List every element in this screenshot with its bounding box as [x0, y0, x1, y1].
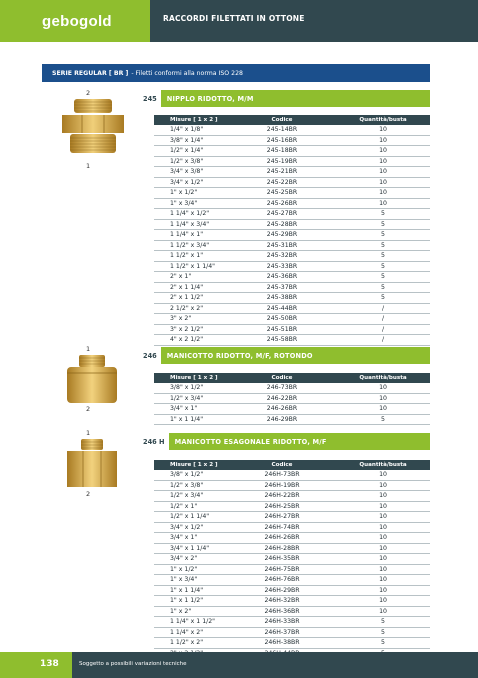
section-name: MANICOTTO RIDOTTO, M/F, ROTONDO: [166, 351, 313, 360]
code-cell: 246H-19BR: [228, 480, 336, 491]
qty-cell: 5: [336, 251, 430, 262]
footer-note: Soggetto a possibili variazioni tecniche: [79, 661, 187, 667]
code-cell: 246H-74BR: [228, 522, 336, 533]
code-cell: 245-16BR: [228, 135, 336, 146]
qty-cell: 10: [336, 383, 430, 393]
qty-cell: /: [336, 303, 430, 314]
measure-cell: 1" x 1 1/4": [154, 585, 228, 596]
table-row: [154, 282, 430, 293]
qty-cell: 10: [336, 167, 430, 178]
qty-cell: 5: [336, 282, 430, 293]
code-cell: 246H-32BR: [228, 596, 336, 607]
code-cell: 245-14BR: [228, 125, 336, 135]
table-row: [154, 230, 430, 241]
code-cell: 245-21BR: [228, 167, 336, 178]
section-code: 246 H: [140, 433, 169, 450]
code-cell: 245-25BR: [228, 188, 336, 199]
table-row: [154, 135, 430, 146]
measure-cell: 3/4" x 2": [154, 554, 228, 565]
measure-cell: 1" x 1 1/2": [154, 596, 228, 607]
measure-cell: 4" x 2 1/2": [154, 335, 228, 346]
brand-name: gebogold: [42, 12, 112, 30]
measure-cell: 3/4" x 1/2": [154, 177, 228, 188]
code-cell: 246H-73BR: [228, 470, 336, 480]
col-code: Codice: [228, 373, 336, 383]
measure-cell: 3/4" x 1/2": [154, 522, 228, 533]
code-cell: 246H-26BR: [228, 533, 336, 544]
code-cell: 245-50BR: [228, 314, 336, 325]
qty-cell: 10: [336, 470, 430, 480]
table-row: [154, 293, 430, 304]
page-number: 138: [40, 659, 59, 669]
section-header-246: [140, 347, 430, 364]
code-cell: 245-18BR: [228, 146, 336, 157]
measure-cell: 3/4" x 1": [154, 404, 228, 415]
table-row: [154, 261, 430, 272]
callout-bottom: 1: [86, 162, 91, 170]
series-bar: [42, 64, 430, 82]
col-qty: Quantità/busta: [336, 115, 430, 125]
code-cell: 245-22BR: [228, 177, 336, 188]
code-cell: 246H-35BR: [228, 554, 336, 565]
col-qty: Quantità/busta: [336, 460, 430, 470]
code-cell: 245-38BR: [228, 293, 336, 304]
measure-cell: 1 1/4" x 1 1/2": [154, 617, 228, 628]
col-measure: Misure [ 1 x 2 ]: [154, 460, 228, 470]
table-row: [154, 627, 430, 638]
qty-cell: 10: [336, 596, 430, 607]
table-row: [154, 554, 430, 565]
measure-cell: 1" x 2": [154, 606, 228, 617]
table-row: [154, 335, 430, 346]
measure-cell: 1 1/4" x 2": [154, 627, 228, 638]
section-code: 245: [140, 90, 161, 107]
table-row: [154, 617, 430, 628]
qty-cell: /: [336, 335, 430, 346]
code-cell: 246H-76BR: [228, 575, 336, 586]
table-row: [154, 125, 430, 135]
table-row: [154, 156, 430, 167]
measure-cell: 1" x 1/2": [154, 188, 228, 199]
round-socket-image: [63, 353, 121, 405]
code-cell: 246H-22BR: [228, 491, 336, 502]
table-row: [154, 404, 430, 415]
measure-cell: 1" x 3/4": [154, 575, 228, 586]
col-measure: Misure [ 1 x 2 ]: [154, 373, 228, 383]
code-cell: 246-73BR: [228, 383, 336, 393]
section-header-246h: [140, 433, 430, 450]
measure-cell: 1/2" x 1/4": [154, 146, 228, 157]
qty-cell: 10: [336, 575, 430, 586]
code-cell: 245-29BR: [228, 230, 336, 241]
col-code: Codice: [228, 460, 336, 470]
measure-cell: 2" x 1": [154, 272, 228, 283]
code-cell: 245-31BR: [228, 240, 336, 251]
measure-cell: 1 1/2" x 1": [154, 251, 228, 262]
qty-cell: 10: [336, 606, 430, 617]
measure-cell: 3/8" x 1/2": [154, 383, 228, 393]
measure-cell: 1 1/4" x 1/2": [154, 209, 228, 220]
qty-cell: 5: [336, 261, 430, 272]
nipple-fitting-image: [58, 97, 128, 155]
table-245: [154, 115, 430, 356]
qty-cell: 10: [336, 135, 430, 146]
qty-cell: 10: [336, 564, 430, 575]
qty-cell: 5: [336, 638, 430, 649]
qty-cell: 10: [336, 177, 430, 188]
measure-cell: 1/2" x 1": [154, 501, 228, 512]
code-cell: 245-51BR: [228, 324, 336, 335]
col-measure: Misure [ 1 x 2 ]: [154, 115, 228, 125]
measure-cell: 1 1/4" x 1": [154, 230, 228, 241]
table-row: [154, 564, 430, 575]
table-row: [154, 491, 430, 502]
table-row: [154, 470, 430, 480]
section-code: 246: [140, 347, 161, 364]
table-row: [154, 251, 430, 262]
table-row: [154, 512, 430, 523]
table-246: [154, 373, 430, 425]
qty-cell: 10: [336, 188, 430, 199]
table-row: [154, 501, 430, 512]
table-row: [154, 146, 430, 157]
measure-cell: 3/4" x 1": [154, 533, 228, 544]
measure-cell: 3" x 2 1/2": [154, 324, 228, 335]
qty-cell: 10: [336, 512, 430, 523]
qty-cell: /: [336, 324, 430, 335]
code-cell: 246H-36BR: [228, 606, 336, 617]
qty-cell: 10: [336, 198, 430, 209]
measure-cell: 1 1/2" x 2": [154, 638, 228, 649]
measure-cell: 2 1/2" x 2": [154, 303, 228, 314]
qty-cell: 10: [336, 501, 430, 512]
qty-cell: 10: [336, 125, 430, 135]
measure-cell: 3/8" x 1/2": [154, 470, 228, 480]
code-cell: 245-36BR: [228, 272, 336, 283]
table-row: [154, 324, 430, 335]
callout-top: 1: [86, 429, 91, 437]
code-cell: 246H-37BR: [228, 627, 336, 638]
measure-cell: 1 1/2" x 1 1/4": [154, 261, 228, 272]
section-name: MANICOTTO ESAGONALE RIDOTTO, M/F: [174, 437, 327, 446]
measure-cell: 3/4" x 3/8": [154, 167, 228, 178]
code-cell: 246H-38BR: [228, 638, 336, 649]
measure-cell: 1/2" x 3/8": [154, 156, 228, 167]
callout-top: 1: [86, 345, 91, 353]
table-row: [154, 188, 430, 199]
qty-cell: 10: [336, 404, 430, 415]
table-row: [154, 522, 430, 533]
table-row: [154, 240, 430, 251]
code-cell: 245-58BR: [228, 335, 336, 346]
qty-cell: 10: [336, 554, 430, 565]
qty-cell: 10: [336, 543, 430, 554]
measure-cell: 3/4" x 1 1/4": [154, 543, 228, 554]
measure-cell: 1 1/2" x 3/4": [154, 240, 228, 251]
brand-logo: [0, 0, 150, 42]
qty-cell: 10: [336, 146, 430, 157]
table-row: [154, 272, 430, 283]
series-label: SERIE REGULAR [ BR ]: [52, 69, 129, 77]
qty-cell: 10: [336, 480, 430, 491]
measure-cell: 1/2" x 1 1/4": [154, 512, 228, 523]
qty-cell: 5: [336, 230, 430, 241]
measure-cell: 2" x 1 1/4": [154, 282, 228, 293]
page-number-box: [0, 652, 72, 678]
qty-cell: /: [336, 314, 430, 325]
measure-cell: 1/2" x 3/4": [154, 491, 228, 502]
table-row: [154, 219, 430, 230]
code-cell: 245-19BR: [228, 156, 336, 167]
measure-cell: 1" x 3/4": [154, 198, 228, 209]
code-cell: 246-29BR: [228, 414, 336, 425]
code-cell: 246-26BR: [228, 404, 336, 415]
qty-cell: 10: [336, 533, 430, 544]
code-cell: 246-22BR: [228, 393, 336, 404]
table-row: [154, 533, 430, 544]
section-header-245: [140, 90, 430, 107]
qty-cell: 10: [336, 491, 430, 502]
code-cell: 246H-33BR: [228, 617, 336, 628]
callout-bottom: 2: [86, 490, 91, 498]
code-cell: 245-44BR: [228, 303, 336, 314]
measure-cell: 1" x 1 1/4": [154, 414, 228, 425]
measure-cell: 1 1/4" x 3/4": [154, 219, 228, 230]
measure-cell: 1/4" x 1/8": [154, 125, 228, 135]
qty-cell: 10: [336, 522, 430, 533]
code-cell: 245-27BR: [228, 209, 336, 220]
table-row: [154, 575, 430, 586]
table-row: [154, 638, 430, 649]
col-qty: Quantità/busta: [336, 373, 430, 383]
table-row: [154, 543, 430, 554]
code-cell: 246H-28BR: [228, 543, 336, 554]
table-row: [154, 177, 430, 188]
qty-cell: 5: [336, 617, 430, 628]
table-row: [154, 314, 430, 325]
code-cell: 246H-29BR: [228, 585, 336, 596]
qty-cell: 5: [336, 209, 430, 220]
table-row: [154, 167, 430, 178]
header-title: RACCORDI FILETTATI IN OTTONE: [163, 14, 305, 23]
qty-cell: 10: [336, 393, 430, 404]
code-cell: 246H-27BR: [228, 512, 336, 523]
table-row: [154, 198, 430, 209]
table-row: [154, 303, 430, 314]
code-cell: 245-28BR: [228, 219, 336, 230]
code-cell: 245-32BR: [228, 251, 336, 262]
code-cell: 245-26BR: [228, 198, 336, 209]
table-row: [154, 383, 430, 393]
qty-cell: 5: [336, 240, 430, 251]
qty-cell: 10: [336, 585, 430, 596]
hex-socket-image: [63, 437, 121, 489]
table-246h: [154, 460, 430, 659]
code-cell: 245-37BR: [228, 282, 336, 293]
table-row: [154, 480, 430, 491]
table-row: [154, 393, 430, 404]
qty-cell: 5: [336, 272, 430, 283]
table-row: [154, 606, 430, 617]
qty-cell: 5: [336, 293, 430, 304]
callout-bottom: 2: [86, 405, 91, 413]
table-row: [154, 414, 430, 425]
qty-cell: 5: [336, 219, 430, 230]
section-name: NIPPLO RIDOTTO, M/M: [166, 94, 254, 103]
measure-cell: 1/2" x 3/4": [154, 393, 228, 404]
measure-cell: 1/2" x 3/8": [154, 480, 228, 491]
table-row: [154, 209, 430, 220]
measure-cell: 3/8" x 1/4": [154, 135, 228, 146]
callout-top: 2: [86, 89, 91, 97]
qty-cell: 5: [336, 414, 430, 425]
qty-cell: 10: [336, 156, 430, 167]
table-row: [154, 585, 430, 596]
measure-cell: 2" x 1 1/2": [154, 293, 228, 304]
table-row: [154, 596, 430, 607]
measure-cell: 3" x 2": [154, 314, 228, 325]
measure-cell: 1" x 1/2": [154, 564, 228, 575]
code-cell: 245-33BR: [228, 261, 336, 272]
qty-cell: 5: [336, 627, 430, 638]
series-description: - Filetti conformi alla norma ISO 228: [131, 69, 243, 77]
code-cell: 246H-75BR: [228, 564, 336, 575]
code-cell: 246H-25BR: [228, 501, 336, 512]
col-code: Codice: [228, 115, 336, 125]
